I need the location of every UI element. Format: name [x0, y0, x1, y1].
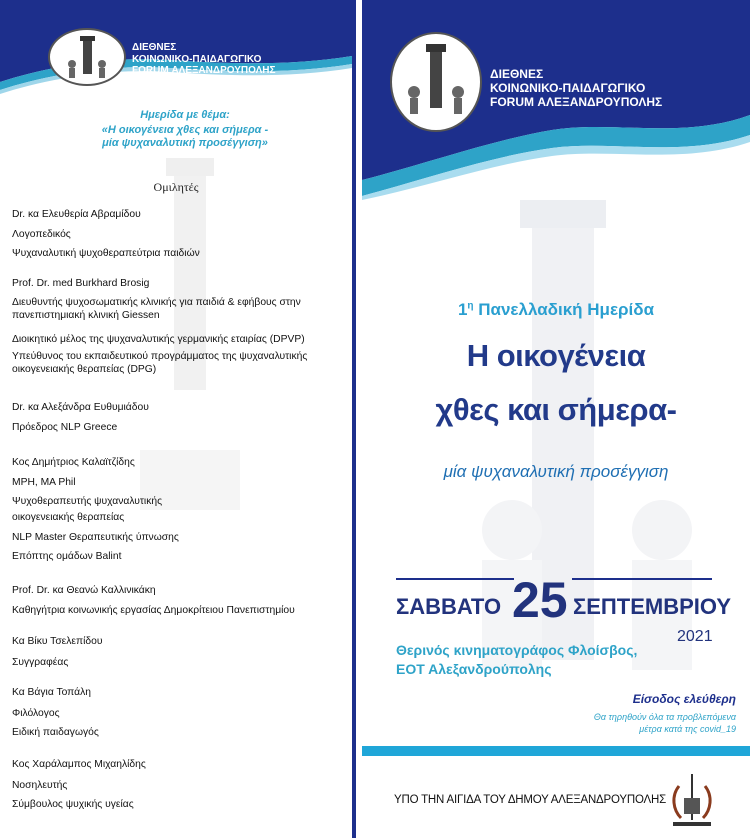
speaker-7-role-2: Ειδική παιδαγωγός: [12, 727, 99, 738]
organization-line2: ΚΟΙΝΩΝΙΚΟ-ΠΑΙΔΑΓΩΓΙΚΟ: [132, 53, 262, 65]
date-rule-left: [396, 578, 514, 580]
lighthouse-icon-large: [392, 34, 480, 130]
speakers-title: Ομιλητές: [153, 180, 199, 194]
covid-note-line1: Θα τηρηθούν όλα τα προβλεπόμενα: [593, 712, 736, 722]
lighthouse-icon: [50, 30, 124, 84]
speaker-8-role-2: Σύμβουλος ψυχικής υγείας: [12, 799, 134, 810]
organization-line3: FORUM ΑΛΕΞΑΝΔΡΟΥΠΟΛΗΣ: [132, 65, 276, 76]
speaker-5-name: Prof. Dr. κα Θεανώ Καλλινικάκη: [12, 585, 156, 596]
forum-logo: [48, 28, 126, 86]
speaker-1-name: Dr. κα Ελευθερία Αβραμίδου: [12, 209, 141, 220]
covid-note-line2: μέτρα κατά της covid_19: [639, 724, 736, 734]
speaker-3-name: Dr. κα Αλεξάνδρα Ευθυμιάδου: [12, 402, 149, 413]
event-date-number: 25: [512, 572, 568, 628]
left-panel: [0, 0, 352, 838]
speaker-6-name: Κα Βίκυ Τσελεπίδου: [12, 636, 103, 647]
event-title-line2: χθες και σήμερα-: [435, 392, 677, 427]
organization-line3-large: FORUM ΑΛΕΞΑΝΔΡΟΥΠΟΛΗΣ: [490, 94, 663, 109]
speaker-4-name: Κος Δημήτριος Καλαϊτζίδης: [12, 457, 135, 468]
organization-line1: ΔΙΕΘΝΕΣ: [132, 42, 177, 53]
footer-divider: [362, 746, 750, 756]
municipality-emblem-icon: [667, 770, 717, 830]
speaker-8-role-1: Νοσηλευτής: [12, 780, 68, 791]
speaker-4-role-4: NLP Master Θεραπευτικής ύπνωσης: [12, 532, 179, 543]
organization-line1-large: ΔΙΕΘΝΕΣ: [490, 67, 544, 81]
subject-line1: «Η οικογένεια χθες και σήμερα -: [101, 124, 269, 136]
forum-logo-large: [390, 32, 482, 132]
speaker-8-name: Κος Χαράλαμπος Μιχαηλίδης: [12, 759, 146, 770]
event-type-superscript: η: [467, 300, 474, 312]
subject-line2: μία ψυχαναλυτική προσέγγιση»: [102, 137, 268, 149]
admission-note: Είσοδος ελεύθερη: [632, 692, 736, 706]
speaker-2-name: Prof. Dr. med Burkhard Brosig: [12, 278, 150, 289]
auspices-text: ΥΠΟ ΤΗΝ ΑΙΓΙΔΑ ΤΟΥ ΔΗΜΟΥ ΑΛΕΞΑΝΔΡΟΥΠΟΛΗΣ: [394, 794, 666, 806]
subject-heading: Ημερίδα με θέμα:: [140, 109, 230, 121]
event-type: [362, 300, 750, 320]
speaker-2-role-2: Διοικητικό μέλος της ψυχαναλυτικής γερμανικής εταιρίας (DPVP): [12, 334, 305, 345]
event-subtitle: μία ψυχαναλυτική προσέγγιση: [443, 462, 669, 481]
speaker-2-role-1: Διευθυντής ψυχοσωματικής κλινικής για παιδιά & εφήβους στην πανεπιστημιακή κλινική Giessen: [12, 297, 301, 321]
speaker-4-role-5: Επόπτης ομάδων Balint: [12, 551, 122, 562]
organization-name: [132, 42, 276, 77]
right-panel: [362, 0, 750, 838]
organization-line2-large: ΚΟΙΝΩΝΙΚΟ-ΠΑΙΔΑΓΩΓΙΚΟ: [490, 80, 646, 95]
event-type-label: Πανελλαδική Ημερίδα: [473, 300, 655, 319]
speaker-2-role-3: Υπεύθυνος του εκπαιδευτικού προγράμματος της ψυχαναλυτικής οικογενειακής θεραπείας (DPG): [12, 351, 308, 375]
speaker-3-role-1: Πρόεδρος NLP Greece: [12, 422, 118, 433]
speaker-1-role-2: Ψυχαναλυτική ψυχοθεραπεύτρια παιδιών: [12, 248, 200, 259]
speaker-7-name: Κα Βάγια Τοπάλη: [12, 687, 91, 698]
event-month: ΣΕΠΤΕΜΒΡΙΟΥ: [573, 594, 732, 619]
speaker-7-role-1: Φιλόλογος: [12, 708, 60, 719]
event-title-line1: Η οικογένεια: [466, 338, 646, 373]
event-year: 2021: [677, 628, 713, 645]
speaker-4-role-2: Ψυχοθεραπευτής ψυχαναλυτικής: [12, 496, 163, 507]
speaker-6-role-1: Συγγραφέας: [12, 657, 69, 668]
speaker-4-role-1: MPH, MA Phil: [12, 477, 76, 488]
lighthouse-watermark-large: [402, 190, 722, 710]
event-day: ΣΑΒΒΑΤΟ: [396, 594, 502, 619]
speaker-4-role-3: οικογενειακής θεραπείας: [12, 512, 125, 523]
speaker-5-role-1: Καθηγήτρια κοινωνικής εργασίας Δημοκρίτειου Πανεπιστημίου: [12, 605, 295, 616]
event-type-number: 1: [457, 300, 468, 319]
venue-line1: Θερινός κινηματογράφος Φλοίσβος,: [396, 642, 638, 658]
organization-name-large: [490, 68, 662, 109]
speaker-1-role-1: Λογοπεδικός: [12, 229, 71, 240]
date-rule-right: [572, 578, 712, 580]
venue-line2: ΕΟΤ Αλεξανδρούπολης: [396, 661, 552, 677]
